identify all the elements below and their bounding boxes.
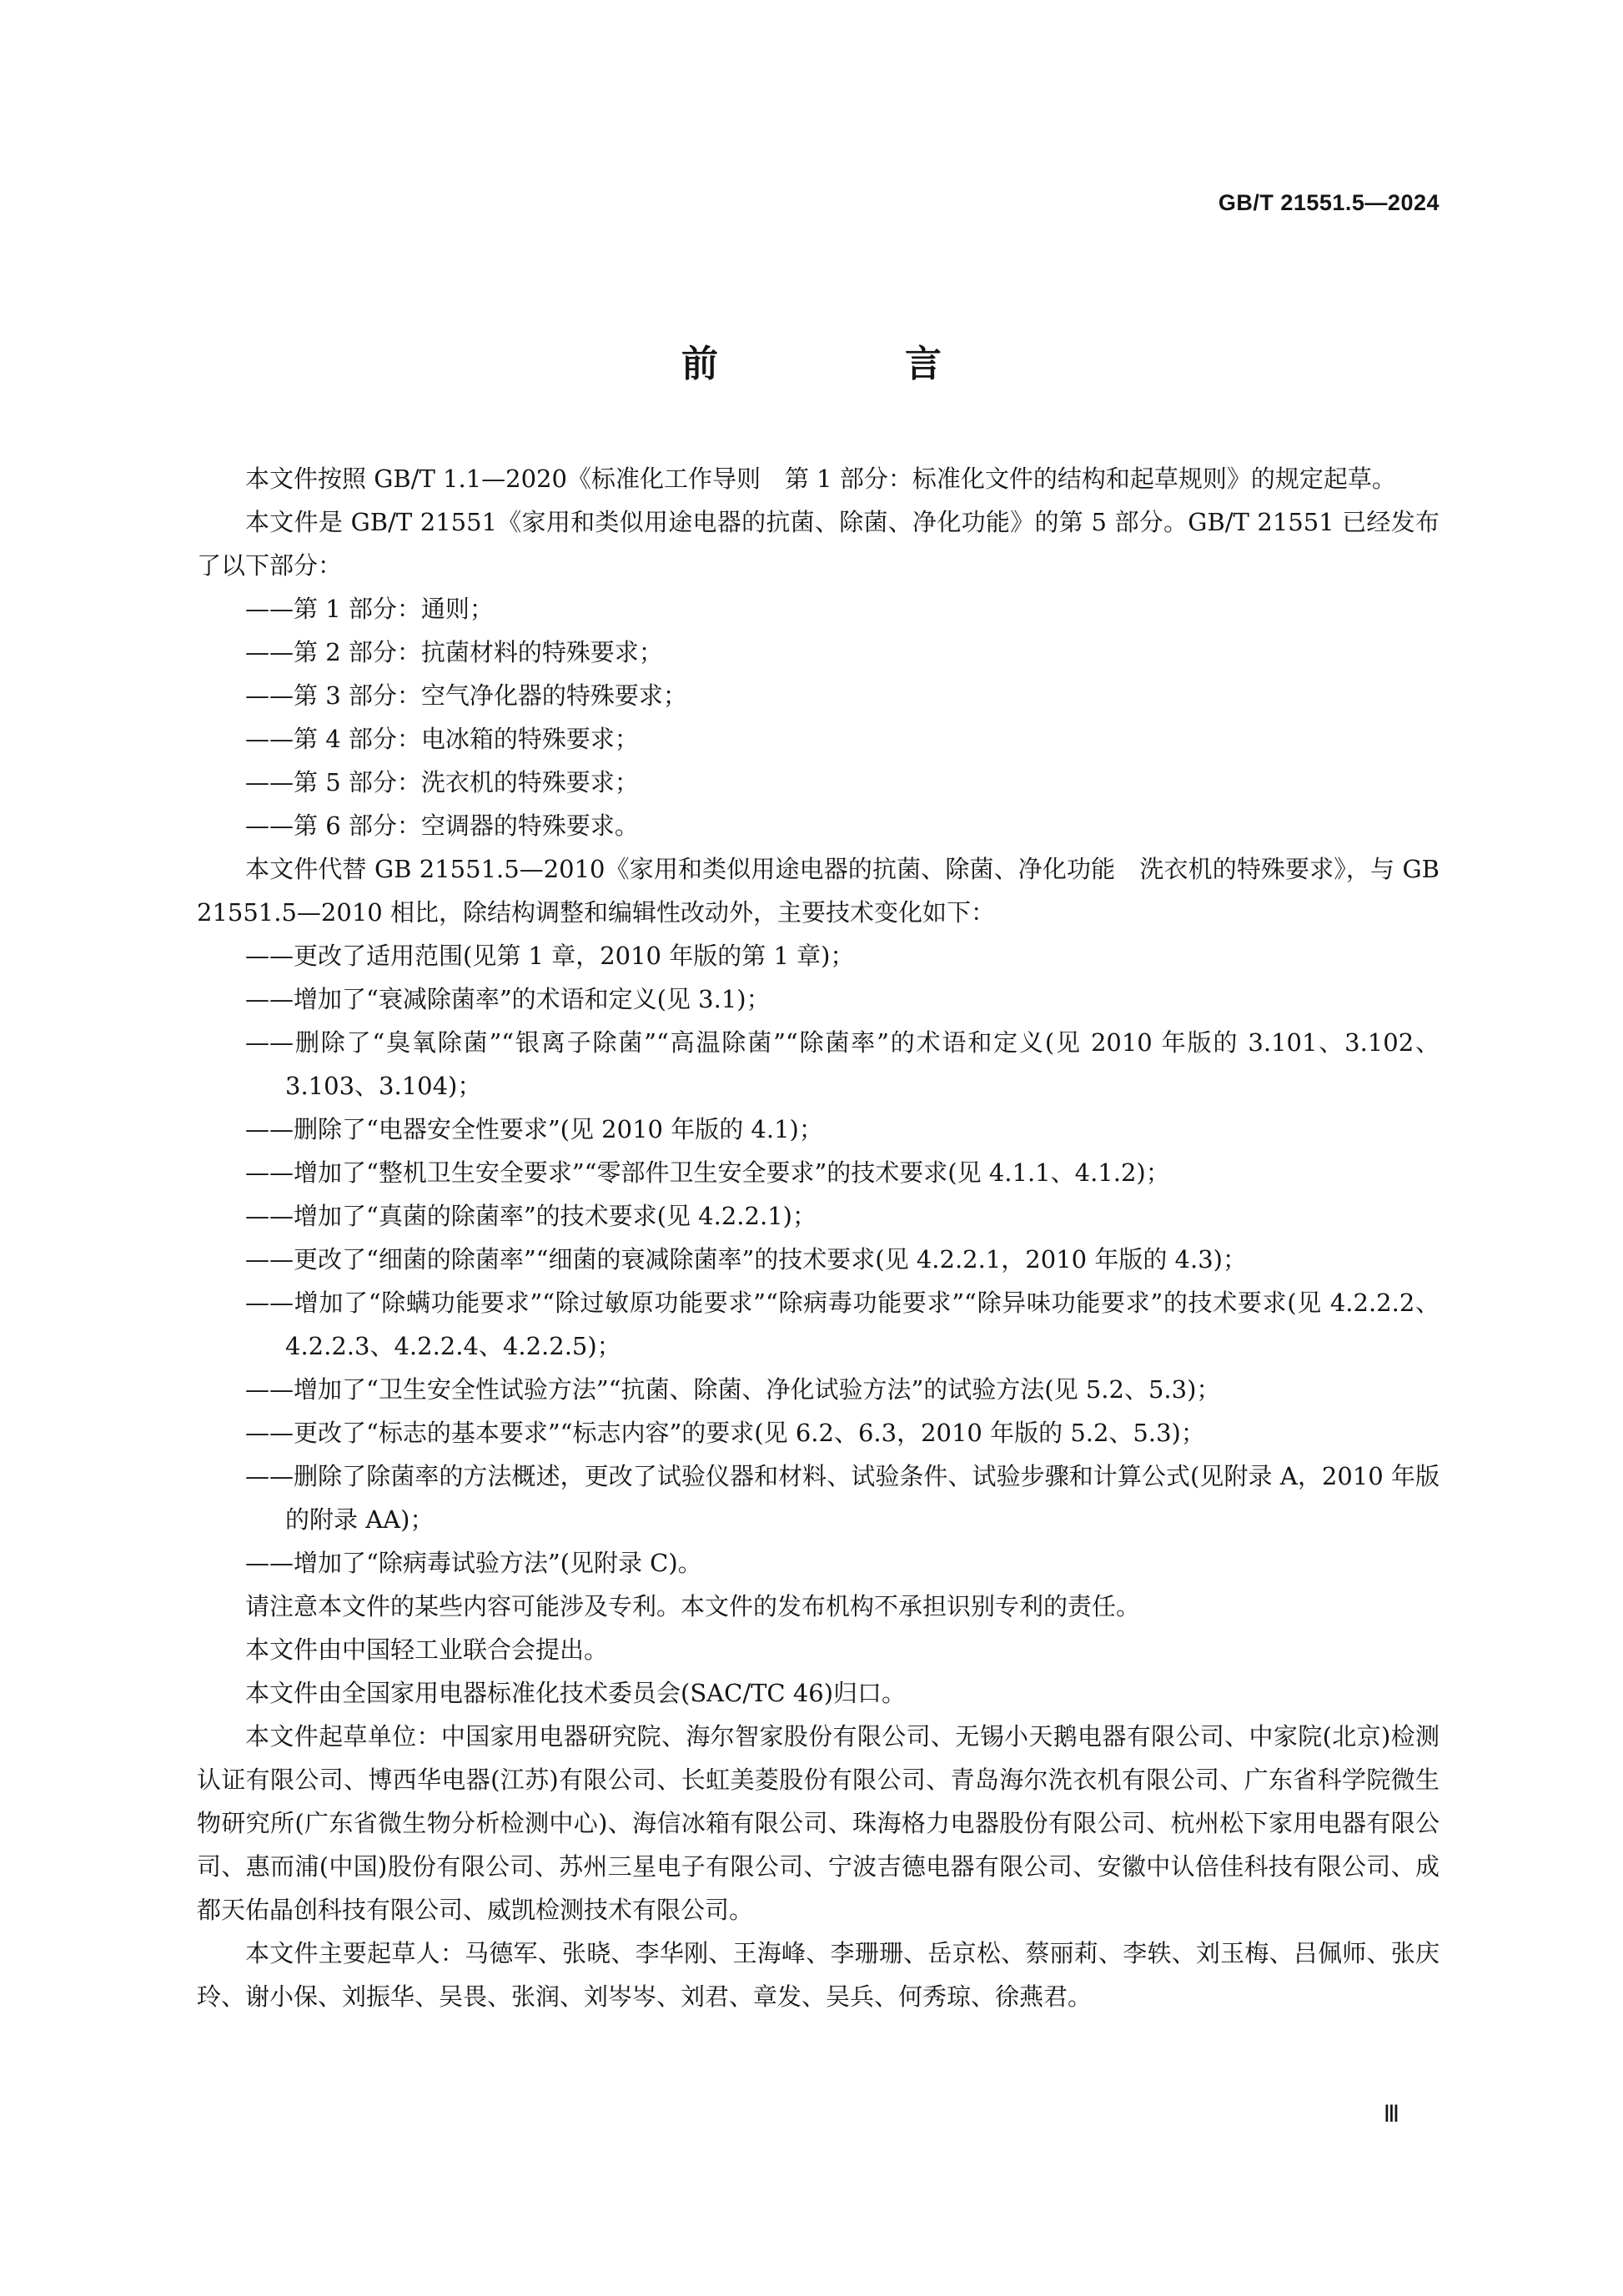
- list-item: ——第 1 部分：通则；: [245, 595, 494, 623]
- list-item: ——更改了适用范围(见第 1 章，2010 年版的第 1 章)；: [245, 942, 855, 970]
- list-item: ——删除了除菌率的方法概述，更改了试验仪器和材料、试验条件、试验步骤和计算公式(见附录 A，2010 年版的附录 AA)；: [245, 1462, 1440, 1534]
- list-item: ——增加了“衰减除菌率”的术语和定义(见 3.1)；: [245, 985, 771, 1013]
- list-item: ——第 6 部分：空调器的特殊要求。: [245, 811, 639, 840]
- list-item: ——第 4 部分：电冰箱的特殊要求；: [245, 725, 639, 753]
- standard-number: GB/T 21551.5—2024: [1218, 190, 1440, 215]
- paragraph-committee: 本文件由全国家用电器标准化技术委员会(SAC/TC 46)归口。: [245, 1679, 907, 1707]
- document-body: [197, 457, 1440, 2018]
- list-item: ——增加了“整机卫生安全要求”“零部件卫生安全要求”的技术要求(见 4.1.1、4.1.2)；: [245, 1158, 1170, 1187]
- paragraph-proposer: 本文件由中国轻工业联合会提出。: [245, 1635, 609, 1664]
- list-item: ——增加了“除螨功能要求”“除过敏原功能要求”“除病毒功能要求”“除异味功能要求”的技术要求(见 4.2.2.2、4.2.2.3、4.2.2.4、4.2.2.5)；: [245, 1289, 1440, 1360]
- list-item: ——第 2 部分：抗菌材料的特殊要求；: [245, 638, 663, 666]
- page-title: 前 言: [681, 343, 1017, 385]
- list-item: ——第 3 部分：空气净化器的特殊要求；: [245, 681, 687, 710]
- page-number: Ⅲ: [1383, 2102, 1399, 2128]
- paragraph-series-parts: 本文件是 GB/T 21551《家用和类似用途电器的抗菌、除菌、净化功能》的第 5 部分。GB/T 21551 已经发布了以下部分：: [197, 508, 1440, 580]
- list-item: ——更改了“标志的基本要求”“标志内容”的要求(见 6.2、6.3，2010 年版的 5.2、5.3)；: [245, 1419, 1205, 1447]
- list-item: ——删除了“臭氧除菌”“银离子除菌”“高温除菌”“除菌率”的术语和定义(见 2010 年版的 3.101、3.102、3.103、3.104)；: [245, 1028, 1440, 1100]
- list-item: ——增加了“真菌的除菌率”的技术要求(见 4.2.2.1)；: [245, 1202, 817, 1230]
- parts-list: [197, 587, 1440, 847]
- changes-list: [197, 934, 1440, 1585]
- paragraph-drafting-units: 本文件起草单位：中国家用电器研究院、海尔智家股份有限公司、无锡小天鹅电器有限公司、中家院(北京)检测认证有限公司、博西华电器(江苏)有限公司、长虹美菱股份有限公司、青岛海尔洗衣机有限公司、广东省科学院微生物研究所(广东省微生物分析检测中心)、海信冰箱有限公司、珠海格力电器股份有限公司、杭州松下家用电器有限公司、惠而浦(中国)股份有限公司、苏州三星电子有限公司、宁波吉德电器有限公司、安徽中认倍佳科技有限公司、成都天佑晶创科技有限公司、威凯检测技术有限公司。: [197, 1722, 1440, 1924]
- paragraph-drafting-rules: 本文件按照 GB/T 1.1—2020《标准化工作导则 第 1 部分：标准化文件的结构和起草规则》的规定起草。: [245, 465, 1396, 493]
- list-item: ——删除了“电器安全性要求”(见 2010 年版的 4.1)；: [245, 1115, 823, 1143]
- paragraph-patent-notice: 请注意本文件的某些内容可能涉及专利。本文件的发布机构不承担识别专利的责任。: [245, 1592, 1141, 1620]
- list-item: ——第 5 部分：洗衣机的特殊要求；: [245, 768, 639, 796]
- paragraph-drafters: 本文件主要起草人：马德军、张晓、李华刚、王海峰、李珊珊、岳京松、蔡丽莉、李轶、刘玉梅、吕佩师、张庆玲、谢小保、刘振华、吴畏、张润、刘岑岑、刘君、章发、吴兵、何秀琼、徐燕君。: [197, 1939, 1440, 2011]
- list-item: ——增加了“除病毒试验方法”(见附录 C)。: [245, 1549, 702, 1577]
- list-item: ——增加了“卫生安全性试验方法”“抗菌、除菌、净化试验方法”的试验方法(见 5.2、5.3)；: [245, 1375, 1221, 1404]
- list-item: ——更改了“细菌的除菌率”“细菌的衰减除菌率”的技术要求(见 4.2.2.1，2010 年版的 4.3)；: [245, 1245, 1247, 1274]
- paragraph-replacement: 本文件代替 GB 21551.5—2010《家用和类似用途电器的抗菌、除菌、净化功能 洗衣机的特殊要求》，与 GB 21551.5—2010 相比，除结构调整和编辑性改动外，主要技术变化如下：: [197, 855, 1440, 927]
